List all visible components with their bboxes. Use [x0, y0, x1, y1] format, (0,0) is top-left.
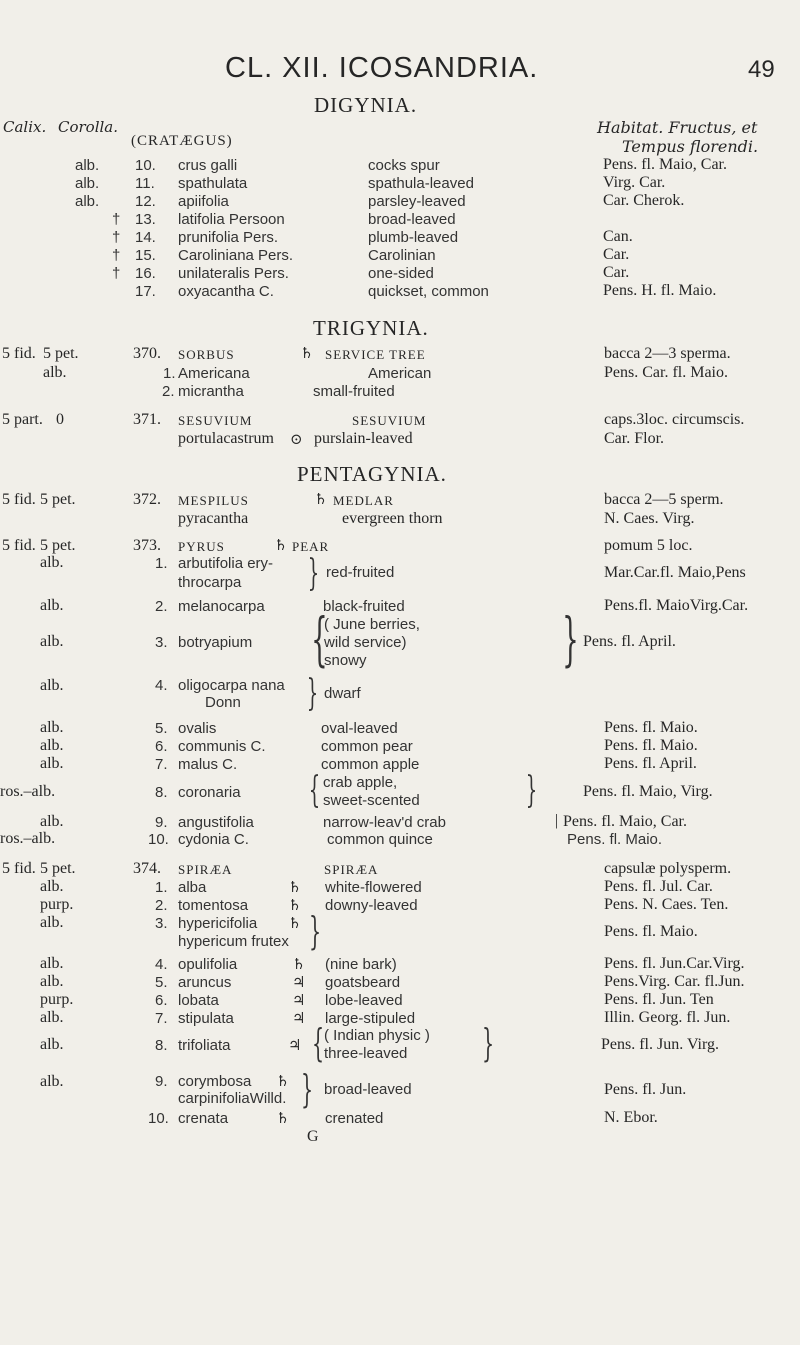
corolla-color: alb. [40, 1073, 64, 1090]
species-english: black-fruited [323, 598, 405, 615]
calix-value: 5 fid. [2, 860, 36, 877]
species-latin: tomentosa [178, 897, 249, 914]
brace-icon: } [307, 553, 320, 594]
species-latin: melanocarpa [178, 598, 265, 615]
genus-name: SPIRÆA [178, 862, 233, 877]
species-english: white-flowered [325, 879, 422, 896]
species-number: 1. [155, 879, 168, 896]
genus-english: SPIRÆA [324, 862, 379, 877]
species-habitat: Pens. H. fl. Maio. [603, 282, 717, 299]
species-number: 2. [155, 897, 168, 914]
species-english: goatsbeard [325, 974, 401, 991]
species-habitat: Car. Flor. [604, 430, 665, 447]
species-number: 10. [148, 1110, 169, 1127]
corolla-color: alb. [43, 364, 67, 381]
species-latin: cydonia C. [178, 831, 249, 848]
species-english: broad-leaved [324, 1081, 412, 1098]
species-latin: portulacastrum [178, 430, 274, 447]
shrub-symbol-icon: ♄ [288, 896, 302, 914]
species-habitat: N. Ebor. [604, 1109, 658, 1126]
species-english: oval-leaved [321, 720, 398, 737]
species-latin: crenata [178, 1110, 229, 1127]
species-latin: trifoliata [178, 1037, 231, 1054]
species-english-cont: snowy [324, 652, 367, 669]
species-habitat: Pens. fl. April. [583, 633, 676, 650]
species-number: 16. [135, 265, 156, 282]
species-habitat: Pens. fl. Jun. Ten [604, 991, 714, 1008]
genus-english: MEDLAR [333, 493, 394, 508]
species-latin: spathulata [178, 175, 248, 192]
genus-fruit: capsulæ polysperm. [604, 860, 732, 877]
corolla-value: 5 pet. [40, 491, 76, 508]
species-habitat: Car. Cherok. [603, 192, 685, 209]
species-number: 9. [155, 814, 168, 831]
brace-icon: } [525, 770, 538, 811]
corolla-color: alb. [40, 973, 64, 990]
species-english: quickset, common [368, 283, 489, 300]
corolla-color: alb. [40, 633, 64, 650]
column-header-corolla: Corolla. [58, 118, 119, 136]
page-number: 49 [748, 56, 775, 83]
species-number: 6. [155, 738, 168, 755]
species-number: 15. [135, 247, 156, 264]
species-english: American [368, 365, 432, 382]
corolla-value: 5 pet. [43, 345, 79, 362]
genus-name: SESUVIUM [178, 413, 253, 428]
brace-icon: { [312, 1021, 325, 1065]
signature-mark: G [307, 1128, 319, 1145]
genus-crataegus: (CRATÆGUS) [131, 133, 233, 149]
species-latin: micrantha [178, 383, 244, 400]
species-number: 17. [135, 283, 156, 300]
species-latin: aruncus [178, 974, 232, 991]
species-latin: arbutifolia ery- [178, 555, 274, 572]
corolla-color: alb. [40, 955, 64, 972]
species-latin: botryapium [178, 634, 253, 651]
perennial-symbol-icon: ♃ [288, 1036, 302, 1054]
species-habitat: Car. [603, 264, 630, 281]
perennial-symbol-icon: ♃ [292, 1009, 306, 1027]
brace-icon: } [301, 1067, 314, 1111]
species-number: 7. [155, 1010, 168, 1027]
species-english-cont: sweet-scented [323, 792, 420, 809]
species-english-cont: wild service) [324, 634, 407, 651]
species-english: common quince [327, 831, 433, 848]
species-habitat: Pens. fl. Maio, Car. [563, 813, 687, 830]
shrub-symbol-icon: ♄ [292, 955, 306, 973]
shrub-symbol-icon: ♄ [288, 878, 302, 896]
species-habitat: Pens. fl. Maio, Virg. [583, 783, 713, 800]
species-number: 6. [155, 992, 168, 1009]
species-habitat: Virg. Car. [603, 174, 666, 191]
brace-icon: { [308, 770, 321, 811]
genus-english: SESUVIUM [352, 413, 427, 428]
corolla-value: 0 [56, 411, 64, 428]
species-number: 8. [155, 784, 168, 801]
species-number: 12. [135, 193, 156, 210]
species-habitat: Pens. fl. Jun.Car.Virg. [604, 955, 745, 972]
genus-number: 371. [133, 411, 161, 428]
shrub-symbol-icon: ♄ [276, 1072, 290, 1090]
species-latin: coronaria [178, 784, 241, 801]
species-number: 7. [155, 756, 168, 773]
column-divider: | [555, 812, 559, 829]
species-number: 5. [155, 974, 168, 991]
corolla-value: 5 pet. [40, 537, 76, 554]
species-latin: prunifolia Pers. [178, 229, 279, 246]
genus-fruit: pomum 5 loc. [604, 537, 693, 554]
species-english: crenated [325, 1110, 384, 1127]
corolla-color: alb. [40, 677, 64, 694]
species-latin: alba [178, 879, 207, 896]
species-habitat: Pens.fl. MaioVirg.Car. [604, 597, 749, 614]
brace-icon: } [306, 673, 319, 714]
annual-symbol-icon: ⊙ [290, 430, 303, 448]
calix-value: 5 fid. [2, 537, 36, 554]
species-number: 4. [155, 677, 168, 694]
brace-icon: } [562, 605, 579, 673]
genus-fruit: bacca 2—5 sperm. [604, 491, 724, 508]
species-latin: communis C. [178, 738, 266, 755]
section-heading-digynia: DIGYNIA. [314, 93, 418, 117]
shrub-symbol-icon: ♄ [276, 1109, 290, 1127]
genus-number: 372. [133, 491, 161, 508]
shrub-symbol-icon: ♄ [288, 914, 302, 932]
species-latin: oxyacantha C. [178, 283, 274, 300]
species-latin: unilateralis Pers. [178, 265, 289, 282]
perennial-symbol-icon: ♃ [292, 991, 306, 1009]
genus-number: 374. [133, 860, 161, 877]
species-english: plumb-leaved [368, 229, 459, 246]
perennial-mark: † [112, 265, 121, 282]
species-latin-cont: throcarpa [178, 574, 242, 591]
column-header-tempus: Tempus florendi. [622, 137, 759, 156]
species-latin: Caroliniana Pers. [178, 247, 294, 264]
genus-number: 370. [133, 345, 161, 362]
species-number: 11. [135, 175, 155, 192]
genus-english: SERVICE TREE [325, 347, 426, 362]
corolla-color: alb. [40, 878, 64, 895]
corolla-color: alb. [40, 813, 64, 830]
species-habitat: Pens. fl. Maio. [604, 719, 698, 736]
species-english: common apple [321, 756, 420, 773]
species-english: common pear [321, 738, 413, 755]
species-habitat: Illin. Georg. fl. Jun. [604, 1009, 731, 1026]
species-english: spathula-leaved [368, 175, 474, 192]
species-number: 1. [155, 555, 168, 572]
perennial-mark: † [112, 229, 121, 246]
species-number: 2. [155, 598, 168, 615]
species-habitat: Pens. fl. Jun. Virg. [601, 1036, 720, 1053]
species-english: ( June berries, [324, 616, 420, 633]
species-english: crab apple, [323, 774, 398, 791]
species-number: 2. [162, 383, 175, 400]
species-number: 10. [135, 157, 156, 174]
calix-value: 5 part. [2, 411, 43, 428]
perennial-mark: † [112, 211, 121, 228]
species-english: large-stipuled [325, 1010, 416, 1027]
corolla-color: alb. [40, 1009, 64, 1026]
corolla-color: purp. [40, 991, 74, 1008]
page-title: CL. XII. ICOSANDRIA. [225, 52, 539, 84]
species-number: 1. [163, 365, 176, 382]
genus-fruit: caps.3loc. circumscis. [604, 411, 745, 428]
species-habitat: Pens. N. Caes. Ten. [604, 896, 729, 913]
species-english: (nine bark) [325, 956, 397, 973]
perennial-symbol-icon: ♃ [292, 973, 306, 991]
genus-fruit: bacca 2—3 sperma. [604, 345, 731, 362]
species-latin: malus C. [178, 756, 238, 773]
species-english: cocks spur [368, 157, 440, 174]
corolla-color: alb. [40, 755, 64, 772]
species-latin-cont: Donn [205, 694, 241, 711]
species-habitat: Mar.Car.fl. Maio,Pens [604, 564, 746, 581]
species-habitat: Can. [603, 228, 633, 245]
species-latin: opulifolia [178, 956, 238, 973]
species-number: 8. [155, 1037, 168, 1054]
column-header-calix: Calix. [3, 118, 47, 136]
species-english: small-fruited [313, 383, 395, 400]
brace-icon: } [482, 1021, 495, 1065]
corolla-color: alb. [40, 554, 64, 571]
column-header-habitat: Habitat. Fructus, et [597, 118, 758, 137]
corolla-color: alb. [75, 193, 100, 210]
shrub-symbol-icon: ♄ [274, 536, 288, 554]
brace-icon: { [311, 605, 328, 673]
species-habitat: Pens. fl. Maio. [604, 737, 698, 754]
section-heading-pentagynia: PENTAGYNIA. [297, 462, 447, 486]
shrub-symbol-icon: ♄ [314, 490, 328, 508]
species-latin: pyracantha [178, 510, 249, 527]
species-habitat: Pens. fl. April. [604, 755, 697, 772]
species-number: 13. [135, 211, 156, 228]
corolla-value: 5 pet. [40, 860, 76, 877]
species-number: 10. [148, 831, 169, 848]
species-number: 4. [155, 956, 168, 973]
species-latin: lobata [178, 992, 219, 1009]
species-english: broad-leaved [368, 211, 456, 228]
species-english: parsley-leaved [368, 193, 466, 210]
species-number: 9. [155, 1073, 168, 1090]
species-habitat: Pens. fl. Jun. [604, 1081, 687, 1098]
species-number: 14. [135, 229, 156, 246]
species-latin: corymbosa [178, 1073, 252, 1090]
genus-name: SORBUS [178, 347, 235, 362]
species-english: lobe-leaved [325, 992, 403, 1009]
corolla-color: alb. [75, 175, 100, 192]
species-english: narrow-leav'd crab [323, 814, 446, 831]
corolla-color: alb. [75, 157, 100, 174]
species-habitat: Car. [603, 246, 630, 263]
species-habitat: Pens.Virg. Car. fl.Jun. [604, 973, 745, 990]
species-latin: apiifolia [178, 193, 229, 210]
section-heading-trigynia: TRIGYNIA. [313, 316, 429, 340]
genus-number: 373. [133, 537, 161, 554]
species-english: purslain-leaved [314, 430, 413, 447]
species-habitat: Pens. fl. Maio. [567, 831, 663, 848]
species-latin: hypericifolia [178, 915, 258, 932]
species-latin: Americana [178, 365, 250, 382]
species-latin: stipulata [178, 1010, 234, 1027]
species-habitat: Pens. fl. Jul. Car. [604, 878, 713, 895]
perennial-mark: † [112, 247, 121, 264]
species-number: 5. [155, 720, 168, 737]
corolla-color: alb. [40, 914, 64, 931]
species-english: Carolinian [368, 247, 436, 264]
species-latin: angustifolia [178, 814, 254, 831]
species-latin: ovalis [178, 720, 217, 737]
corolla-color: ros.–alb. [0, 830, 56, 847]
species-habitat: N. Caes. Virg. [604, 510, 695, 527]
corolla-color: purp. [40, 896, 74, 913]
shrub-symbol-icon: ♄ [300, 344, 314, 362]
corolla-color: alb. [40, 597, 64, 614]
species-synonym: hypericum frutex [178, 933, 289, 950]
species-english: ( Indian physic ) [324, 1027, 430, 1044]
calix-value: 5 fid. [2, 491, 36, 508]
corolla-color: alb. [40, 1036, 64, 1053]
species-english-cont: three-leaved [324, 1045, 408, 1062]
brace-icon: } [309, 909, 322, 953]
species-english: downy-leaved [325, 897, 418, 914]
species-habitat: Pens. fl. Maio, Car. [603, 156, 727, 173]
species-habitat: Pens. fl. Maio. [604, 923, 698, 940]
genus-name: MESPILUS [178, 493, 249, 508]
species-english: dwarf [324, 685, 361, 702]
species-english: one-sided [368, 265, 434, 282]
calix-value: 5 fid. [2, 345, 36, 362]
corolla-color: alb. [40, 719, 64, 736]
species-latin: crus galli [178, 157, 238, 174]
species-synonym: carpinifoliaWilld. [178, 1090, 287, 1107]
species-latin: latifolia Persoon [178, 211, 285, 228]
species-habitat: Pens. Car. fl. Maio. [604, 364, 728, 381]
corolla-color: alb. [40, 737, 64, 754]
species-number: 3. [155, 915, 168, 932]
species-english: evergreen thorn [342, 510, 443, 527]
species-latin: oligocarpa nana [178, 677, 285, 694]
species-number: 3. [155, 634, 168, 651]
corolla-color: ros.–alb. [0, 783, 56, 800]
species-english: red-fruited [326, 564, 395, 581]
genus-name: PYRUS [178, 539, 225, 554]
genus-english: PEAR [292, 539, 330, 554]
